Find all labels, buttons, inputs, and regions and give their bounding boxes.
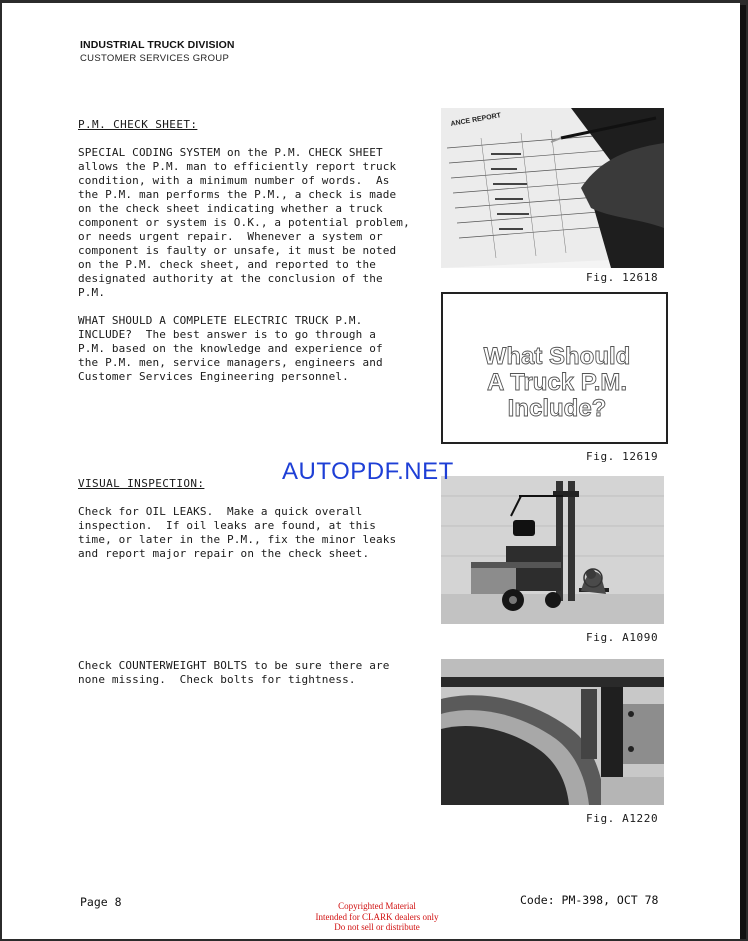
figure-caption-a1220: Fig. A1220 — [586, 812, 659, 825]
copyright-notice — [302, 901, 452, 933]
copyright-line-2: Intended for CLARK dealers only — [315, 911, 439, 922]
counterweight-body: Check COUNTERWEIGHT BOLTS to be sure there are none missing. Check bolts for tightness. — [78, 659, 390, 686]
division-title: INDUSTRIAL TRUCK DIVISION — [80, 39, 235, 51]
pm-question-graphic — [441, 292, 668, 444]
counterweight-photo — [441, 659, 664, 805]
document-code: Code: PM-398, OCT 78 — [520, 893, 659, 907]
page-number: Page 8 — [80, 895, 122, 909]
graphic-line-2: A Truck P.M. — [486, 369, 628, 396]
visual-inspection-heading: VISUAL INSPECTION: — [78, 477, 205, 490]
pm-check-sheet-body: SPECIAL CODING SYSTEM on the P.M. CHECK SHEET allows the P.M. man to efficiently report truck condition, with a minimum number of words. As the P.M. man performs the P.M., a check is made on the check sheet indicating whether a truck component or system is O.K., a potential problem, or needs urgent repair. Whenever a system or component is faulty or unsafe, it must be noted on the P.M. check sheet, and reported to the designated authority at the conclusion of the P.M. — [78, 146, 410, 299]
visual-inspection-body: Check for OIL LEAKS. Make a quick overall inspection. If oil leaks are found, at this time, or later in the P.M., fix the minor leaks and report major repair on the check sheet. — [78, 505, 397, 560]
figure-caption-a1090: Fig. A1090 — [586, 631, 659, 644]
check-sheet-photo — [441, 108, 664, 268]
group-subtitle: CUSTOMER SERVICES GROUP — [80, 53, 230, 64]
watermark-text: AUTOPDF.NET — [282, 458, 454, 485]
electric-truck-body: WHAT SHOULD A COMPLETE ELECTRIC TRUCK P.M. INCLUDE? The best answer is to go through a P.M. based on the knowledge and experience of the P.M. men, service managers, engineers and Customer Services Engineering personnel. — [78, 314, 383, 383]
form-title-text: ANCE REPORT — [450, 112, 502, 128]
copyright-line-3: Do not sell or distribute — [334, 922, 420, 932]
figure-caption-12619: Fig. 12619 — [586, 450, 659, 463]
graphic-line-3: Include? — [507, 395, 607, 422]
graphic-line-1: What Should — [483, 343, 631, 370]
figure-caption-12618: Fig. 12618 — [586, 271, 659, 284]
pm-check-sheet-heading: P.M. CHECK SHEET: — [78, 118, 198, 131]
page-shadow — [740, 5, 746, 939]
copyright-line-1: Copyrighted Material — [338, 901, 416, 911]
document-page — [2, 3, 740, 939]
forklift-photo — [441, 476, 664, 624]
